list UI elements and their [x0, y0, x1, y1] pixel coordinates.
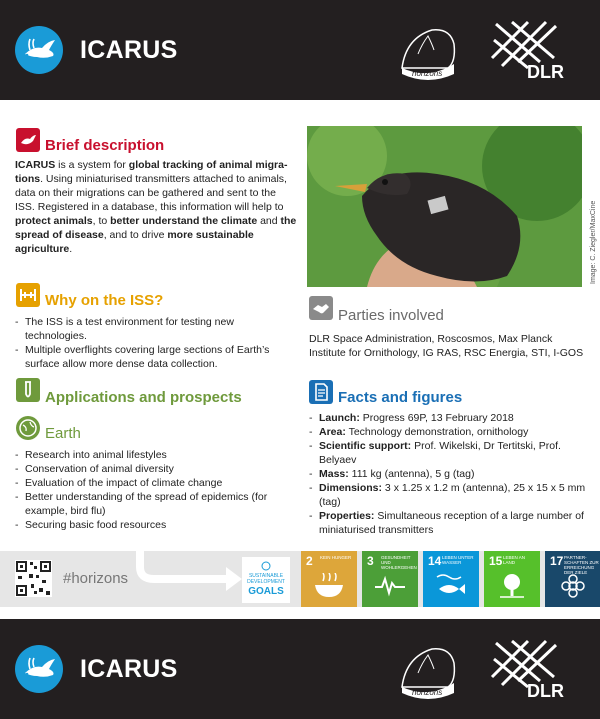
un-emblem-icon: [261, 561, 271, 571]
list-item: - Multiple overflights covering large sections of Earth’s surface allow more dense data collection.: [15, 343, 297, 371]
brief-text: ICARUS is a system for global tracking of animal migra-tions. Using miniaturised transmitters attached to animals, data on their migrations can be gathered and sent to the ISS. Registered in a database, this information will help to protect animals, to better understand the climate and the spread of disease, and to drive more sustainable agriculture.: [15, 159, 297, 255]
list-item: - Securing basic food resources: [15, 518, 297, 532]
sdg-tile-17: 17 PARTNER-SCHAFTEN ZUR ERREICHUNG DER ZIELE: [545, 551, 600, 607]
facts-title: Facts and figures: [338, 389, 463, 406]
hashtag-text: #horizons: [63, 570, 129, 587]
applications-list: [15, 448, 297, 532]
header-title: ICARUS: [80, 36, 178, 64]
list-item: - The ISS is a test environment for testing new technologies.: [15, 315, 297, 343]
sdg-tile-15: 15 LEBEN AN LAND: [484, 551, 540, 607]
list-item: - Area: Technology demonstration, ornithology: [309, 425, 591, 439]
partnership-flower-icon: [557, 573, 589, 599]
list-item: - Properties: Simultaneous reception of a large number of miniaturised transmitters: [309, 509, 591, 537]
why-title: Why on the ISS?: [45, 292, 164, 309]
sdg-tile-2: 2 KEIN HUNGER: [301, 551, 357, 607]
earth-subtitle: Earth: [45, 425, 81, 442]
header-band: [0, 0, 600, 100]
list-item: - Launch: Progress 69P, 13 February 2018: [309, 411, 591, 425]
facts-list: [309, 411, 591, 537]
horizons-wordmark: horizons: [412, 69, 443, 78]
blackbird-photo: [307, 126, 582, 287]
fish-icon: [435, 573, 467, 599]
parties-title: Parties involved: [338, 307, 444, 324]
list-item: - Dimensions: 3 x 1.25 x 1.2 m (antenna), 25 x 15 x 5 mm (tag): [309, 481, 591, 509]
handshake-icon: [309, 296, 333, 320]
why-list: [15, 315, 297, 371]
brief-title: Brief description: [45, 137, 165, 154]
dlr-wordmark: DLR: [527, 62, 564, 82]
list-item: - Scientific support: Prof. Wikelski, Dr Tertitski, Prof. Belyaev: [309, 439, 591, 467]
sdg-tile-3: 3 GESUNDHEIT UND WOHLERGEHEN: [362, 551, 418, 607]
iss-icon: [16, 283, 40, 307]
document-icon: [309, 380, 333, 404]
arrow-icon: [130, 551, 245, 607]
parties-text: DLR Space Administration, Roscosmos, Max Planck Institute for Ornithology, IG RAS, RSC Energia, STI, I-GOS: [309, 333, 584, 359]
footer-title: ICARUS: [80, 655, 178, 683]
horizons-wordmark: horizons: [412, 688, 443, 697]
tree-icon: [496, 573, 528, 599]
photo-credit: Image: C. Ziegler/MaxCine: [590, 200, 597, 284]
applications-title: Applications and prospects: [45, 389, 242, 406]
test-tube-icon: [16, 378, 40, 402]
bird-tag-icon: [16, 128, 40, 152]
icarus-bird-icon: [15, 26, 63, 74]
bowl-icon: [313, 573, 345, 599]
sdg-tile-14: 14 LEBEN UNTER WASSER: [423, 551, 479, 607]
footer-band: [0, 619, 600, 719]
icarus-bird-icon: [15, 645, 63, 693]
list-item: - Evaluation of the impact of climate change: [15, 476, 297, 490]
dlr-wordmark: DLR: [527, 681, 564, 701]
sdg-goals-logo: SUSTAINABLE DEVELOPMENT GOALS: [242, 557, 290, 603]
earth-icon: [16, 416, 40, 440]
heartbeat-icon: [374, 573, 406, 599]
list-item: - Mass: 111 kg (antenna), 5 g (tag): [309, 467, 591, 481]
list-item: - Conservation of animal diversity: [15, 462, 297, 476]
list-item: - Better understanding of the spread of epidemics (for example, bird flu): [15, 490, 297, 518]
list-item: - Research into animal lifestyles: [15, 448, 297, 462]
qr-code-icon: [15, 560, 52, 597]
